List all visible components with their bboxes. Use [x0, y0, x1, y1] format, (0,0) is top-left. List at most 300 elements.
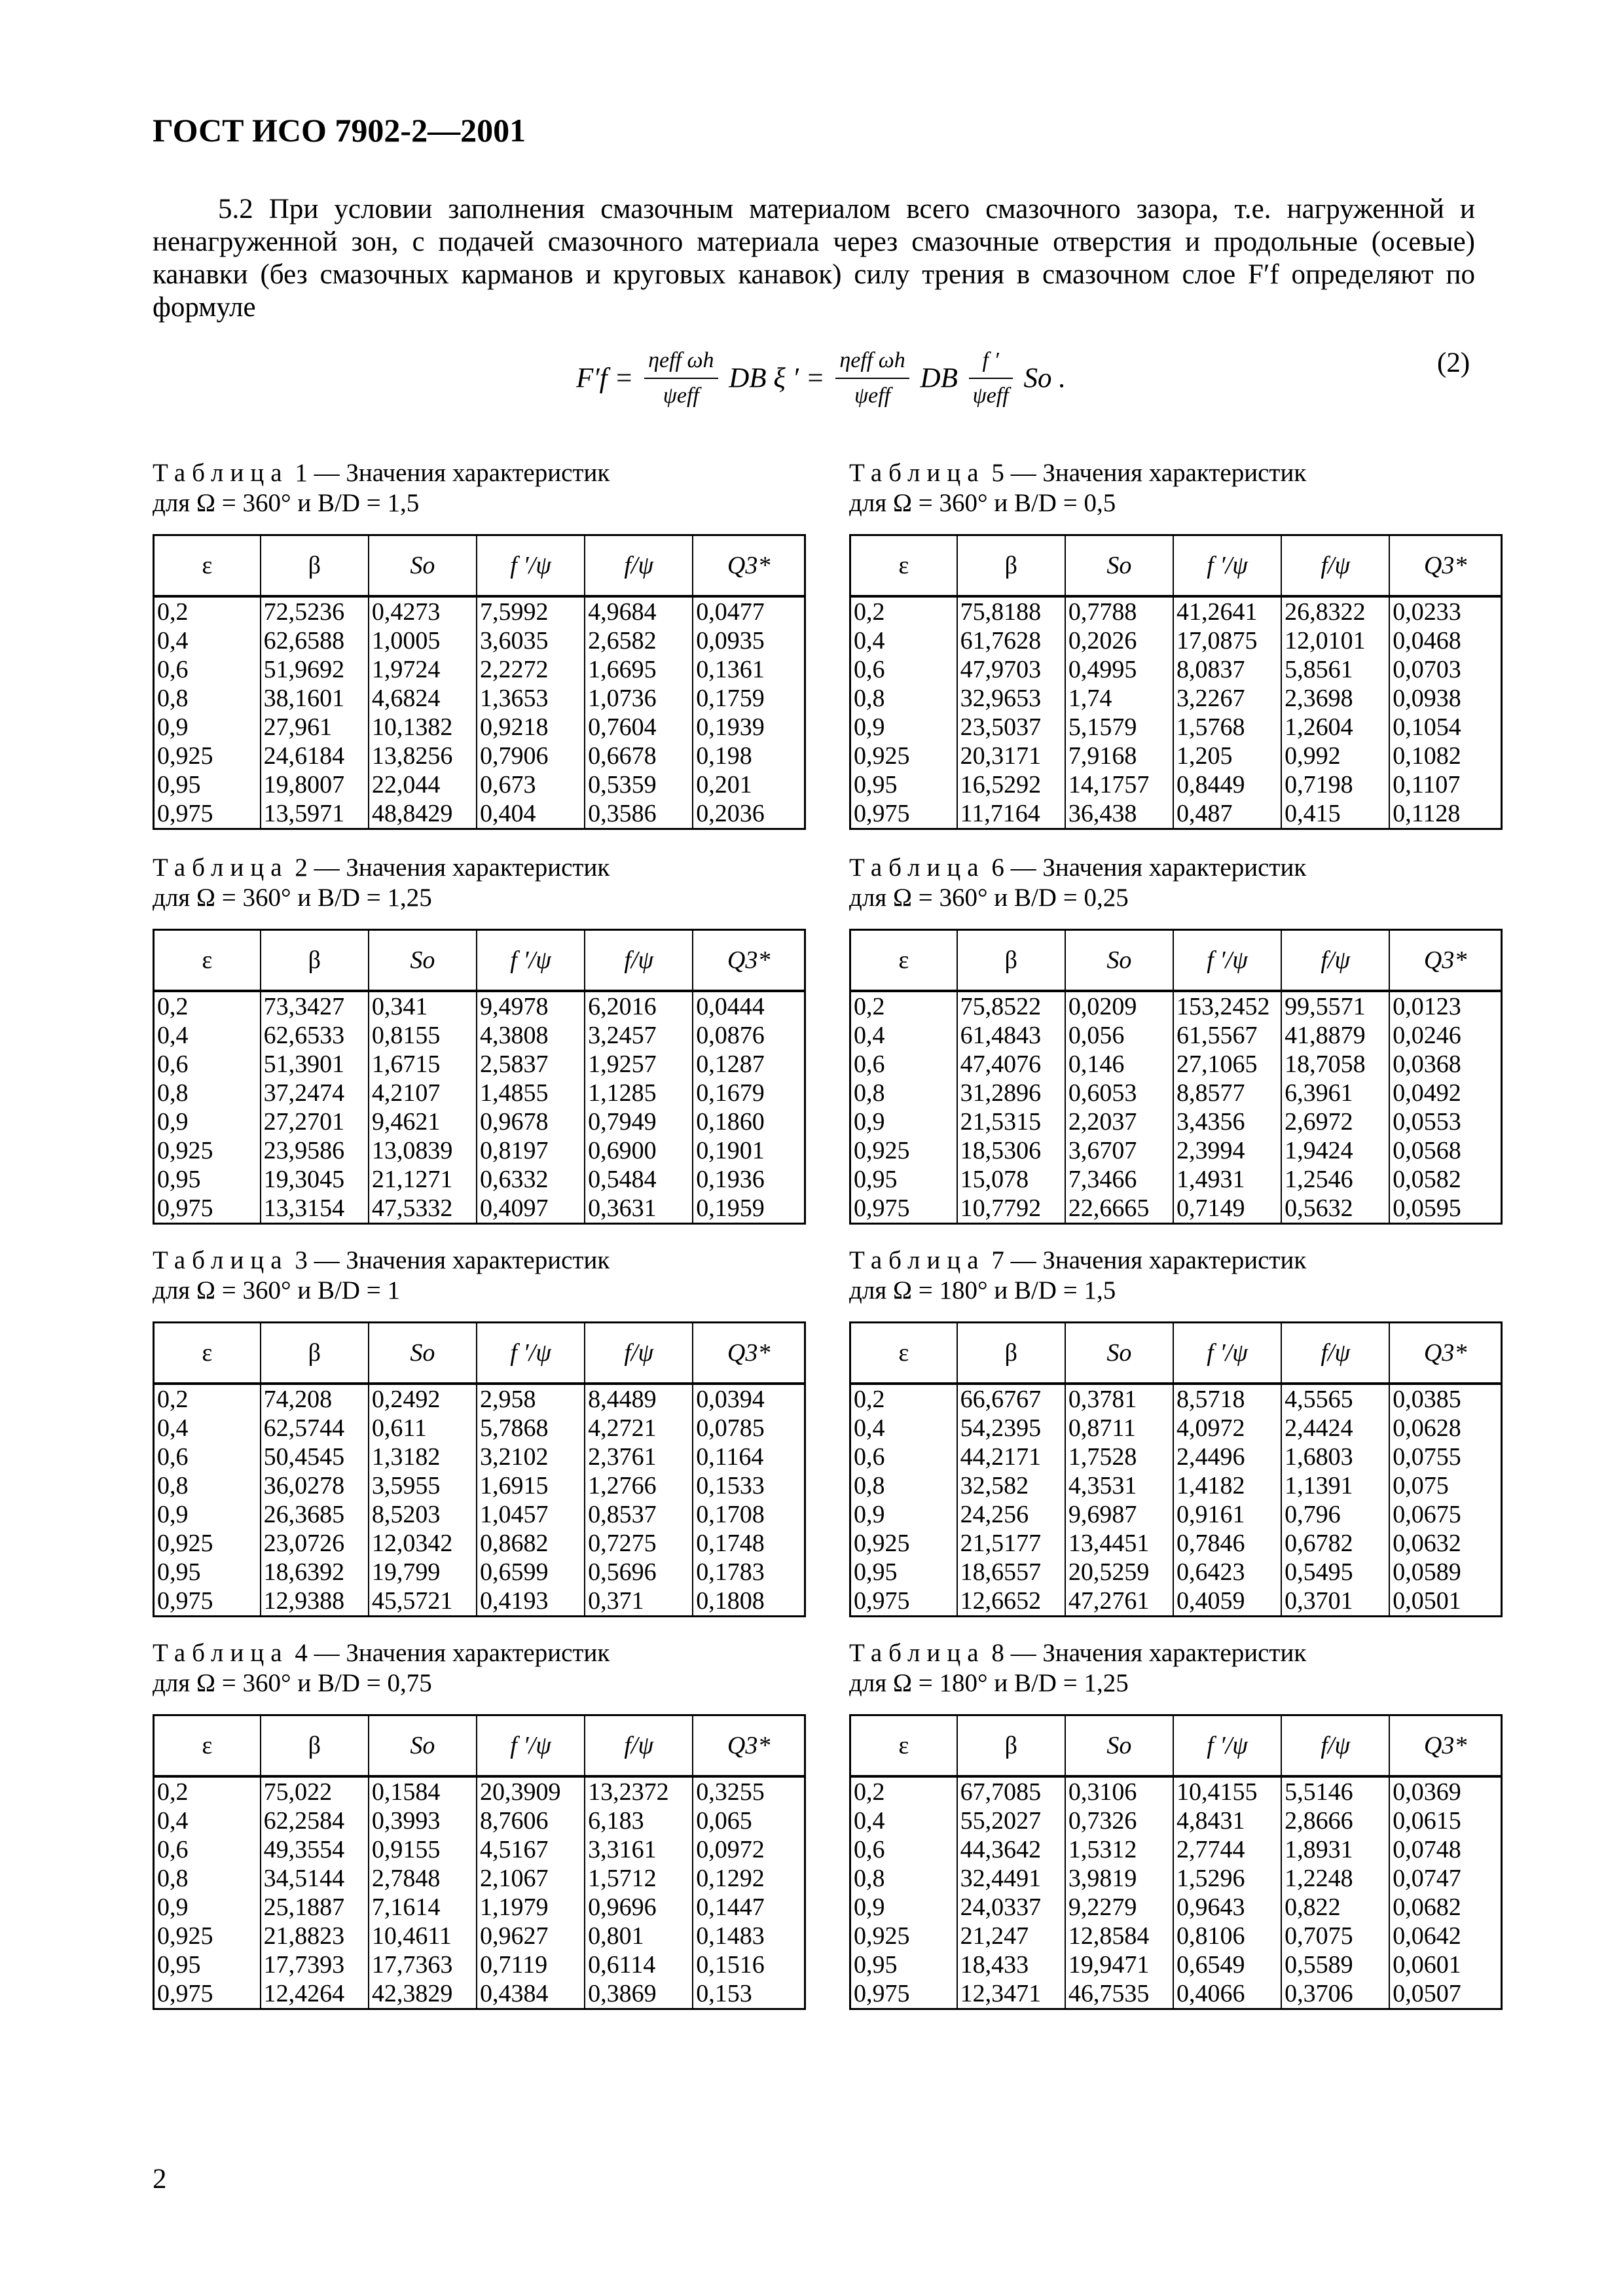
table-cell: 8,7606	[477, 1806, 585, 1835]
table-cell: 1,6695	[585, 655, 693, 684]
table-cell: 61,4843	[957, 1021, 1065, 1050]
table-cell: 0,0972	[693, 1835, 805, 1864]
column-header: Q3*	[1389, 535, 1501, 597]
table-cell: 46,7535	[1065, 1979, 1173, 2009]
table-cell: 38,1601	[261, 684, 369, 713]
table-caption-rest: 6 — Значения характеристик	[985, 853, 1307, 882]
table-caption-word: Таблица	[153, 459, 289, 487]
table-cell: 3,9819	[1065, 1864, 1173, 1893]
column-header: So	[369, 930, 477, 992]
table-cell: 42,3829	[369, 1979, 477, 2009]
table-row	[850, 1587, 1502, 1617]
table-caption-word: Таблица	[849, 1639, 985, 1667]
table-cell: 0,6	[854, 1050, 885, 1078]
column-header: β	[261, 1323, 369, 1384]
characteristics-table	[153, 929, 806, 1225]
column-header: So	[369, 535, 477, 597]
table-cell: 0,0553	[1389, 1107, 1501, 1136]
table-row	[850, 1414, 1502, 1443]
table-cell: 0,4	[157, 1807, 189, 1835]
table-cell: 0,4	[157, 627, 189, 655]
table-cell: 0,4	[854, 1807, 885, 1835]
table-cell: 0,1860	[693, 1107, 805, 1136]
table-cell: 27,961	[261, 713, 369, 742]
table-cell: 0,0703	[1389, 655, 1501, 684]
table-cell: 0,201	[693, 770, 805, 799]
table-row	[154, 655, 805, 684]
table-cell: 0,2	[854, 993, 885, 1020]
table-cell: 0,9	[854, 713, 885, 741]
table-cell: 34,5144	[261, 1864, 369, 1893]
table-cell: 51,3901	[261, 1050, 369, 1079]
table-cell: 0,0477	[693, 596, 805, 626]
table-row	[154, 1050, 805, 1079]
table-row	[154, 626, 805, 655]
table-cell: 0,0394	[693, 1384, 805, 1414]
table-cell: 0,8449	[1173, 770, 1281, 799]
table-cell: 0,5632	[1281, 1194, 1389, 1224]
table-cell: 0,0595	[1389, 1194, 1501, 1224]
table-cell: 0,95	[157, 1951, 201, 1979]
table-cell: 6,183	[585, 1806, 693, 1835]
table-cell: 32,4491	[957, 1864, 1065, 1893]
fraction-1-denominator: ψeff	[663, 384, 699, 408]
table-cell: 0,0876	[693, 1021, 805, 1050]
table-row	[154, 1471, 805, 1500]
table-cell: 20,5259	[1065, 1558, 1173, 1587]
column-header: Q3*	[693, 1715, 805, 1777]
table-cell: 0,9	[854, 1501, 885, 1528]
table-cell: 10,7792	[957, 1194, 1065, 1224]
table-cell: 1,74	[1065, 684, 1173, 713]
table-row	[850, 1979, 1502, 2009]
table-cell: 1,2604	[1281, 713, 1389, 742]
document-header: ГОСТ ИСО 7902-2—2001	[153, 112, 526, 149]
table-cell: 72,5236	[261, 596, 369, 626]
table-cell: 0,95	[854, 771, 898, 798]
table-cell: 0,975	[157, 1587, 213, 1615]
table-condition: для Ω = 360° и B/D = 1,25	[153, 884, 432, 912]
table-cell: 0,0492	[1389, 1079, 1501, 1107]
column-header: β	[261, 535, 369, 597]
column-header: f ′/ψ	[1173, 1323, 1281, 1384]
column-header: Q3*	[1389, 1323, 1501, 1384]
table-cell: 55,2027	[957, 1806, 1065, 1835]
table-cell: 1,0736	[585, 684, 693, 713]
table-cell: 0,95	[854, 1166, 898, 1193]
table-cell: 0,975	[854, 1194, 910, 1222]
table-row	[850, 626, 1502, 655]
table-caption	[153, 458, 807, 488]
table-cell: 12,0101	[1281, 626, 1389, 655]
table-cell: 4,5167	[477, 1835, 585, 1864]
table-cell: 0,6599	[477, 1558, 585, 1587]
table-cell: 1,5296	[1173, 1864, 1281, 1893]
table-cell: 36,438	[1065, 799, 1173, 829]
table-cell: 0,9	[854, 1108, 885, 1136]
table-cell: 0,7075	[1281, 1922, 1389, 1950]
table-cell: 41,8879	[1281, 1021, 1389, 1050]
column-header: ε	[154, 930, 261, 992]
table-row	[154, 596, 805, 626]
table-block-1	[153, 458, 807, 830]
table-cell: 51,9692	[261, 655, 369, 684]
table-cell: 2,6582	[585, 626, 693, 655]
column-header: f/ψ	[1281, 930, 1389, 992]
table-condition: для Ω = 360° и B/D = 1,5	[153, 489, 420, 517]
table-cell: 18,6392	[261, 1558, 369, 1587]
table-row	[154, 1194, 805, 1224]
column-header: f/ψ	[1281, 1715, 1389, 1777]
table-cell: 50,4545	[261, 1443, 369, 1471]
table-cell: 13,0839	[369, 1136, 477, 1165]
table-cell: 1,5312	[1065, 1835, 1173, 1864]
table-cell: 5,5146	[1281, 1776, 1389, 1806]
table-cell: 0,925	[157, 1922, 213, 1950]
table-cell: 4,0972	[1173, 1414, 1281, 1443]
table-cell: 18,433	[957, 1950, 1065, 1979]
column-header: ε	[154, 1715, 261, 1777]
table-row	[154, 1950, 805, 1979]
table-cell: 37,2474	[261, 1079, 369, 1107]
table-cell: 3,5955	[369, 1471, 477, 1500]
table-cell: 2,958	[477, 1384, 585, 1414]
table-cell: 0,075	[1389, 1471, 1501, 1500]
table-caption-word: Таблица	[849, 1246, 985, 1274]
table-caption-rest: 4 — Значения характеристик	[288, 1639, 610, 1667]
table-cell: 0,3993	[369, 1806, 477, 1835]
table-cell: 17,7393	[261, 1950, 369, 1979]
table-cell: 26,3685	[261, 1500, 369, 1529]
table-cell: 0,0675	[1389, 1500, 1501, 1529]
table-cell: 0,975	[157, 1194, 213, 1222]
table-cell: 0,2	[157, 1386, 189, 1413]
table-cell: 2,7848	[369, 1864, 477, 1893]
column-header: f ′/ψ	[1173, 535, 1281, 597]
table-cell: 1,2546	[1281, 1165, 1389, 1194]
table-cell: 0,0615	[1389, 1806, 1501, 1835]
characteristics-table	[849, 534, 1503, 830]
table-condition: для Ω = 360° и B/D = 0,75	[153, 1669, 432, 1697]
column-header: f ′/ψ	[477, 930, 585, 992]
table-row	[850, 1194, 1502, 1224]
table-cell: 17,7363	[369, 1950, 477, 1979]
table-block-5	[849, 458, 1504, 830]
table-cell: 1,8931	[1281, 1835, 1389, 1864]
table-cell: 0,9218	[477, 713, 585, 742]
table-cell: 0,9643	[1173, 1893, 1281, 1922]
column-header: β	[957, 535, 1065, 597]
table-cell: 0,0601	[1389, 1950, 1501, 1979]
table-cell: 23,0726	[261, 1529, 369, 1558]
formula-db: DB	[920, 363, 958, 394]
table-cell: 1,3182	[369, 1443, 477, 1471]
table-cell: 0,6114	[585, 1950, 693, 1979]
table-cell: 0,2	[854, 598, 885, 626]
column-header: ε	[850, 1715, 957, 1777]
table-cell: 3,6035	[477, 626, 585, 655]
table-cell: 48,8429	[369, 799, 477, 829]
table-cell: 0,95	[157, 771, 201, 798]
column-header: Q3*	[1389, 1715, 1501, 1777]
table-caption-rest: 3 — Значения характеристик	[288, 1246, 610, 1274]
table-cell: 19,9471	[1065, 1950, 1173, 1979]
table-cell: 5,1579	[1065, 713, 1173, 742]
table-cell: 1,5768	[1173, 713, 1281, 742]
table-row	[850, 1950, 1502, 1979]
table-cell: 0,1759	[693, 684, 805, 713]
column-header: Q3*	[1389, 930, 1501, 992]
table-cell: 1,9724	[369, 655, 477, 684]
table-cell: 47,4076	[957, 1050, 1065, 1079]
friction-formula	[576, 344, 1066, 413]
table-cell: 66,6767	[957, 1384, 1065, 1414]
table-cell: 0,7275	[585, 1529, 693, 1558]
table-cell: 0,9161	[1173, 1500, 1281, 1529]
column-header: β	[261, 1715, 369, 1777]
table-caption	[849, 1638, 1504, 1668]
table-row	[850, 1384, 1502, 1414]
table-row	[850, 1835, 1502, 1864]
table-cell: 27,1065	[1173, 1050, 1281, 1079]
table-row	[154, 742, 805, 770]
table-cell: 9,4978	[477, 991, 585, 1021]
column-header: f/ψ	[1281, 535, 1389, 597]
table-cell: 9,6987	[1065, 1500, 1173, 1529]
table-cell: 0,925	[854, 742, 910, 770]
column-header: f ′/ψ	[477, 1323, 585, 1384]
table-row	[850, 1471, 1502, 1500]
table-cell: 45,5721	[369, 1587, 477, 1617]
table-row	[154, 1979, 805, 2009]
table-condition: для Ω = 180° и B/D = 1,5	[849, 1276, 1116, 1304]
table-cell: 0,0938	[1389, 684, 1501, 713]
table-caption-word: Таблица	[849, 459, 985, 487]
table-cell: 0,8106	[1173, 1922, 1281, 1950]
table-cell: 6,2016	[585, 991, 693, 1021]
table-cell: 0,4	[854, 1022, 885, 1049]
table-cell: 0,0935	[693, 626, 805, 655]
table-cell: 0,6	[157, 1050, 189, 1078]
table-cell: 0,6423	[1173, 1558, 1281, 1587]
table-cell: 41,2641	[1173, 596, 1281, 626]
table-cell: 0,1748	[693, 1529, 805, 1558]
table-cell: 0,1679	[693, 1079, 805, 1107]
table-cell: 0,0642	[1389, 1922, 1501, 1950]
table-cell: 6,3961	[1281, 1079, 1389, 1107]
table-cell: 0,5696	[585, 1558, 693, 1587]
table-cell: 0,1287	[693, 1050, 805, 1079]
table-cell: 0,065	[693, 1806, 805, 1835]
column-header: β	[957, 1323, 1065, 1384]
table-cell: 61,5567	[1173, 1021, 1281, 1050]
table-cell: 0,95	[854, 1951, 898, 1979]
table-cell: 0,0682	[1389, 1893, 1501, 1922]
table-cell: 1,7528	[1065, 1443, 1173, 1471]
table-row	[850, 770, 1502, 799]
table-row	[850, 1050, 1502, 1079]
formula-tail: So .	[1023, 363, 1066, 394]
table-cell: 2,3994	[1173, 1136, 1281, 1165]
table-cell: 0,1107	[1389, 770, 1501, 799]
table-cell: 21,8823	[261, 1922, 369, 1950]
table-cell: 1,6715	[369, 1050, 477, 1079]
table-cell: 27,2701	[261, 1107, 369, 1136]
table-condition: для Ω = 360° и B/D = 1	[153, 1276, 400, 1304]
table-cell: 0,4995	[1065, 655, 1173, 684]
table-cell: 0,146	[1065, 1050, 1173, 1079]
table-cell: 0,5589	[1281, 1950, 1389, 1979]
table-condition: для Ω = 180° и B/D = 1,25	[849, 1669, 1129, 1697]
column-header: So	[1065, 1715, 1173, 1777]
table-cell: 0,925	[854, 1530, 910, 1557]
table-cell: 22,044	[369, 770, 477, 799]
table-cell: 44,3642	[957, 1835, 1065, 1864]
table-caption	[153, 1246, 807, 1276]
table-cell: 0,1292	[693, 1864, 805, 1893]
table-cell: 0,6549	[1173, 1950, 1281, 1979]
table-cell: 0,1901	[693, 1136, 805, 1165]
characteristics-table	[153, 1714, 806, 2010]
fraction-2-numerator: ηeff ωh	[835, 344, 909, 379]
column-header: ε	[154, 1323, 261, 1384]
table-cell: 7,1614	[369, 1893, 477, 1922]
table-cell: 0,0747	[1389, 1864, 1501, 1893]
table-caption	[153, 1638, 807, 1668]
table-row	[154, 991, 805, 1021]
table-cell: 0,1483	[693, 1922, 805, 1950]
column-header: β	[261, 930, 369, 992]
table-cell: 0,6	[157, 1443, 189, 1471]
table-cell: 18,7058	[1281, 1050, 1389, 1079]
table-cell: 21,5315	[957, 1107, 1065, 1136]
table-cell: 0,822	[1281, 1893, 1389, 1922]
table-row	[154, 1165, 805, 1194]
table-cell: 8,5203	[369, 1500, 477, 1529]
table-cell: 0,2	[854, 1386, 885, 1413]
table-cell: 4,3531	[1065, 1471, 1173, 1500]
table-cell: 20,3909	[477, 1776, 585, 1806]
table-cell: 1,0005	[369, 626, 477, 655]
table-cell: 0,056	[1065, 1021, 1173, 1050]
table-cell: 0,1054	[1389, 713, 1501, 742]
table-cell: 0,8	[157, 1079, 189, 1107]
table-cell: 0,1447	[693, 1893, 805, 1922]
table-cell: 0,1082	[1389, 742, 1501, 770]
column-header: So	[1065, 535, 1173, 597]
table-cell: 0,5495	[1281, 1558, 1389, 1587]
table-row	[850, 713, 1502, 742]
table-cell: 0,0755	[1389, 1443, 1501, 1471]
table-cell: 61,7628	[957, 626, 1065, 655]
table-cell: 0,4	[854, 1414, 885, 1442]
table-cell: 1,6915	[477, 1471, 585, 1500]
table-cell: 0,2	[157, 598, 189, 626]
table-cell: 13,5971	[261, 799, 369, 829]
column-header: ε	[850, 535, 957, 597]
table-cell: 36,0278	[261, 1471, 369, 1500]
table-row	[154, 1776, 805, 1806]
formula-fraction-1	[644, 344, 718, 413]
table-cell: 0,3255	[693, 1776, 805, 1806]
table-row	[850, 1500, 1502, 1529]
table-cell: 3,3161	[585, 1835, 693, 1864]
table-row	[154, 1443, 805, 1471]
table-cell: 4,9684	[585, 596, 693, 626]
table-cell: 0,3781	[1065, 1384, 1173, 1414]
table-cell: 0,9	[157, 1501, 189, 1528]
table-block-7	[849, 1246, 1504, 1617]
table-cell: 0,7846	[1173, 1529, 1281, 1558]
table-cell: 26,8322	[1281, 596, 1389, 626]
table-cell: 0,6053	[1065, 1079, 1173, 1107]
table-block-4	[153, 1638, 807, 2010]
table-cell: 0,3701	[1281, 1587, 1389, 1617]
table-cell: 0,992	[1281, 742, 1389, 770]
table-row	[154, 1864, 805, 1893]
table-cell: 8,5718	[1173, 1384, 1281, 1414]
table-row	[850, 1776, 1502, 1806]
table-condition: для Ω = 360° и B/D = 0,5	[849, 489, 1116, 517]
table-row	[850, 1893, 1502, 1922]
table-cell: 0,1808	[693, 1587, 805, 1617]
table-cell: 0,1708	[693, 1500, 805, 1529]
table-cell: 0,2036	[693, 799, 805, 829]
table-row	[850, 1079, 1502, 1107]
table-cell: 47,2761	[1065, 1587, 1173, 1617]
table-cell: 2,4424	[1281, 1414, 1389, 1443]
table-block-6	[849, 853, 1504, 1225]
table-caption-word: Таблица	[153, 853, 289, 882]
table-caption-rest: 8 — Значения характеристик	[985, 1639, 1307, 1667]
formula-number: (2)	[1437, 348, 1470, 378]
column-header: f/ψ	[585, 535, 693, 597]
table-cell: 0,3869	[585, 1979, 693, 2009]
table-cell: 13,4451	[1065, 1529, 1173, 1558]
table-cell: 0,3631	[585, 1194, 693, 1224]
characteristics-table	[849, 929, 1503, 1225]
table-row	[154, 1136, 805, 1165]
table-cell: 23,9586	[261, 1136, 369, 1165]
table-cell: 0,5359	[585, 770, 693, 799]
table-cell: 0,0468	[1389, 626, 1501, 655]
table-cell: 0,9627	[477, 1922, 585, 1950]
table-cell: 32,582	[957, 1471, 1065, 1500]
table-cell: 47,5332	[369, 1194, 477, 1224]
table-cell: 0,95	[157, 1558, 201, 1586]
table-cell: 11,7164	[957, 799, 1065, 829]
table-caption-rest: 1 — Значения характеристик	[288, 459, 610, 487]
table-cell: 0,7149	[1173, 1194, 1281, 1224]
table-cell: 1,0457	[477, 1500, 585, 1529]
table-row	[850, 1443, 1502, 1471]
table-row	[850, 1165, 1502, 1194]
table-cell: 0,2	[157, 993, 189, 1020]
table-cell: 0,0628	[1389, 1414, 1501, 1443]
table-cell: 13,3154	[261, 1194, 369, 1224]
table-cell: 15,078	[957, 1165, 1065, 1194]
table-cell: 21,5177	[957, 1529, 1065, 1558]
table-cell: 0,7906	[477, 742, 585, 770]
table-row	[154, 799, 805, 829]
table-cell: 0,9155	[369, 1835, 477, 1864]
table-cell: 0,975	[854, 1587, 910, 1615]
table-cell: 0,9	[157, 713, 189, 741]
table-row	[154, 1587, 805, 1617]
table-cell: 23,5037	[957, 713, 1065, 742]
table-cell: 0,1516	[693, 1950, 805, 1979]
table-cell: 12,9388	[261, 1587, 369, 1617]
